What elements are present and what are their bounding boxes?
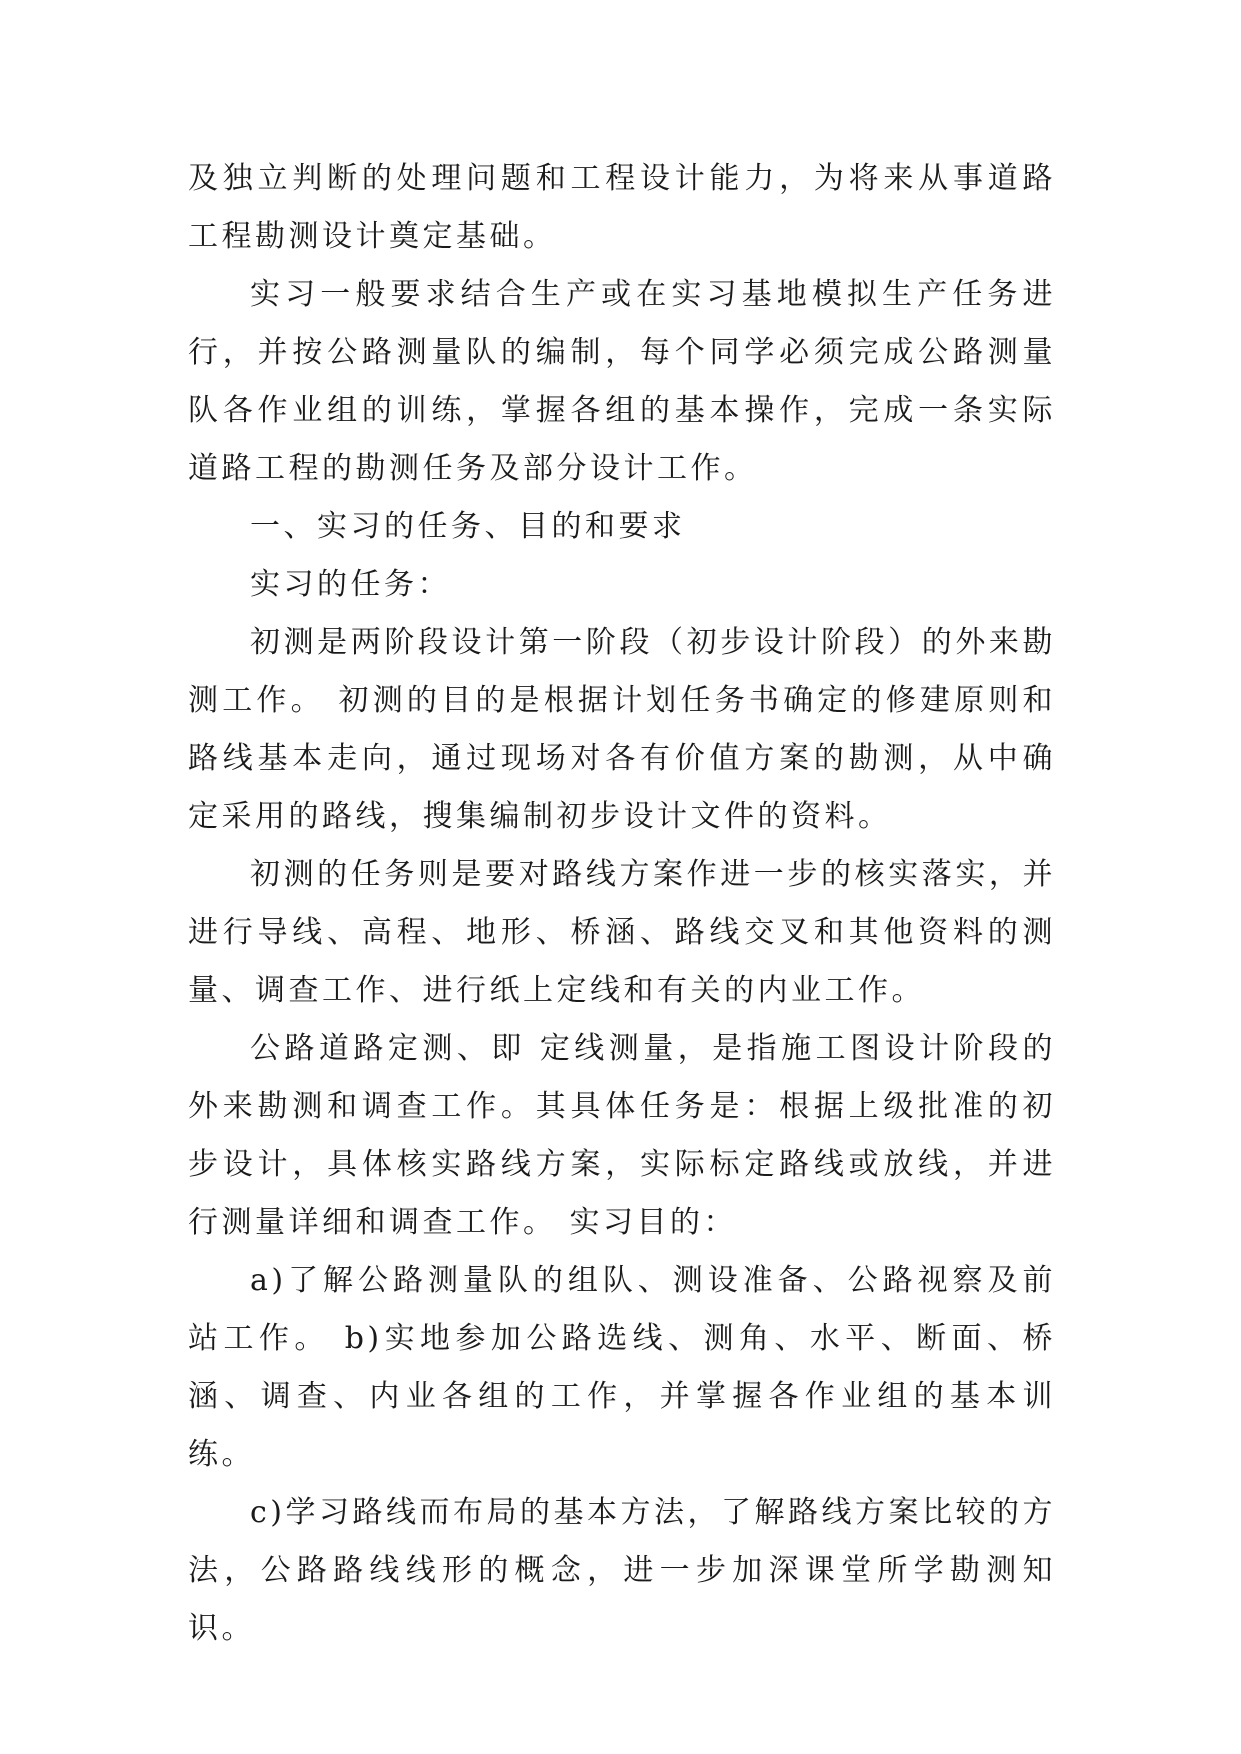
paragraph-preliminary-survey: 初测是两阶段设计第一阶段（初步设计阶段）的外来勘测工作。 初测的目的是根据计划任务书确定的修建原则和路线基本走向，通过现场对各有价值方案的勘测，从中确定采用的路线，搜集编制初步设计文件的资料。 xyxy=(188,625,1056,834)
paragraph-objectives-ab: a)了解公路测量队的组队、测设准备、公路视察及前站工作。 b)实地参加公路选线、测角、水平、断面、桥涵、调查、内业各组的工作，并掌握各作业组的基本训练。 xyxy=(188,1263,1056,1472)
section-heading: 一、实习的任务、目的和要求 xyxy=(250,509,686,544)
paragraph-preliminary-tasks: 初测的任务则是要对路线方案作进一步的核实落实，并进行导线、高程、地形、桥涵、路线交叉和其他资料的测量、调查工作、进行纸上定线和有关的内业工作。 xyxy=(188,857,1056,1008)
paragraph-2: 实习一般要求结合生产或在实习基地模拟生产任务进行，并按公路测量队的编制，每个同学必须完成公路测量队各作业组的训练，掌握各组的基本操作，完成一条实际道路工程的勘测任务及部分设计工作。 xyxy=(188,277,1056,486)
document-body xyxy=(188,150,1056,1658)
paragraph-final-survey: 公路道路定测、即 定线测量，是指施工图设计阶段的外来勘测和调查工作。其具体任务是：根据上级批准的初步设计，具体核实路线方案，实际标定路线或放线，并进行测量详细和调查工作。 实习目的： xyxy=(188,1031,1056,1240)
paragraph-1: 及独立判断的处理问题和工程设计能力，为将来从事道路工程勘测设计奠定基础。 xyxy=(188,161,1056,254)
paragraph-objective-c: c)学习路线而布局的基本方法，了解路线方案比较的方法，公路路线线形的概念，进一步加深课堂所学勘测知识。 xyxy=(188,1495,1057,1646)
subheading-tasks: 实习的任务： xyxy=(250,567,451,602)
